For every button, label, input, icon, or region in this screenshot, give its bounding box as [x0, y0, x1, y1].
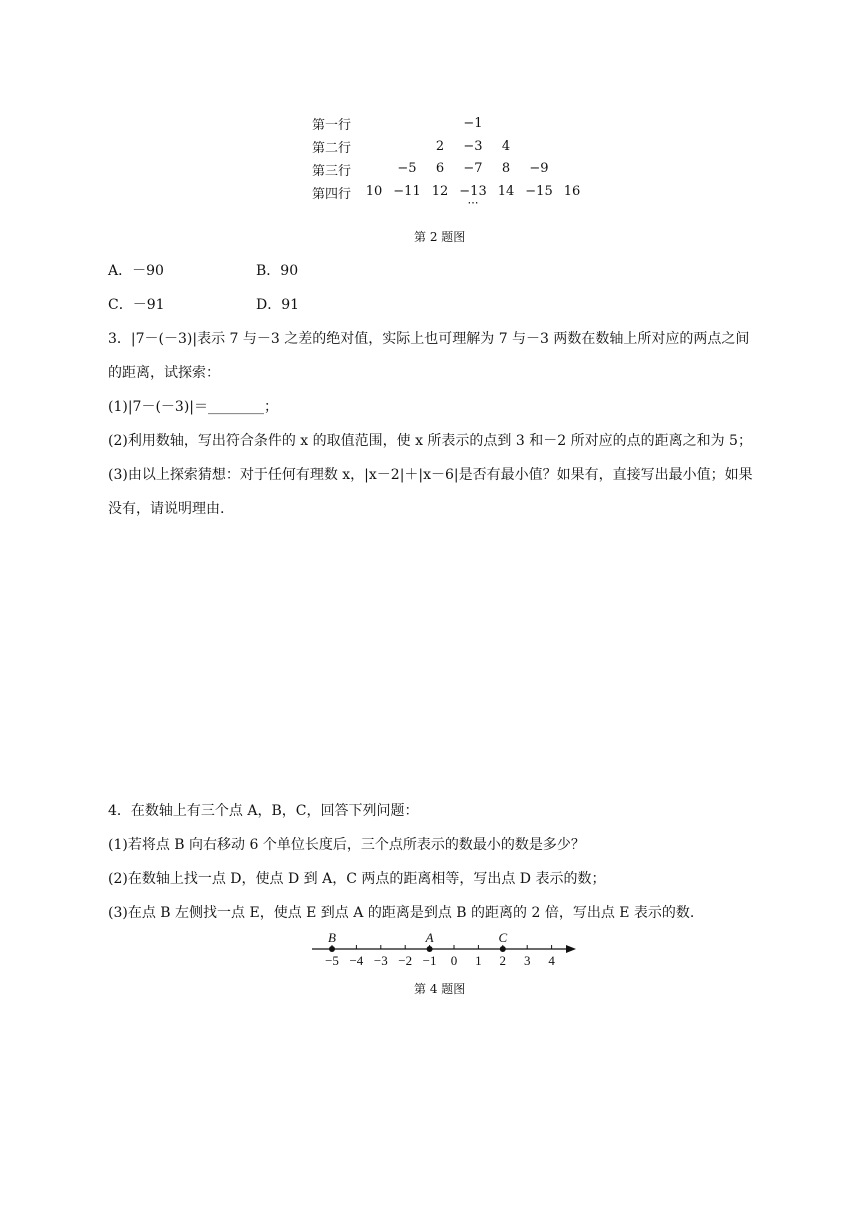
row4-number: −11 — [393, 184, 421, 199]
ellipsis: ⋯ — [467, 196, 479, 209]
q4-stem: 4．在数轴上有三个点 A，B，C，回答下列问题： — [108, 803, 419, 819]
q3-part3-line2: 没有，请说明理由. — [108, 501, 225, 517]
row4-number: −13 — [459, 184, 487, 199]
q4-part3: (3)在点 B 左侧找一点 E，使点 E 到点 A 的距离是到点 B 的距离的 2 倍，写出点 E 表示的数. — [108, 905, 695, 921]
row4-number: −15 — [525, 184, 553, 199]
tick-label: 1 — [475, 953, 482, 968]
figure-caption-q4: 第 4 题图 — [414, 982, 466, 996]
tick-label: −1 — [422, 953, 437, 968]
axis-arrow — [566, 945, 576, 953]
row4-number: 10 — [365, 184, 383, 199]
tick-label: −3 — [373, 953, 388, 968]
point-c-dot — [500, 946, 506, 952]
row-label-1: 第一行 — [312, 118, 352, 133]
tick-label: −5 — [325, 953, 339, 968]
q3-stem-line2: 的距离，试探索： — [108, 365, 220, 381]
row4-number: 16 — [563, 184, 581, 199]
row-label-2: 第二行 — [312, 141, 352, 156]
point-a-dot — [427, 946, 433, 952]
tick-label: −2 — [398, 953, 413, 968]
option-d: D．91 — [256, 297, 300, 313]
point-a-label: A — [425, 930, 434, 945]
row3-number: 6 — [435, 161, 445, 176]
row3-number: 8 — [501, 161, 511, 176]
q3-part3-line1: (3)由以上探索猜想：对于任何有理数 x，|x－2|＋|x－6|是否有最小值？如果有，直接写出最小值；如果 — [108, 467, 753, 483]
point-b-label: B — [328, 930, 336, 945]
option-a: A．－90 — [108, 263, 164, 279]
q3-stem-line1: 3．|7－(－3)|表示 7 与－3 之差的绝对值，实际上也可理解为 7 与－3 两数在数轴上所对应的两点之间 — [108, 331, 750, 347]
number-line — [300, 928, 590, 972]
tick-label: 0 — [450, 953, 458, 968]
q4-part2: (2)在数轴上找一点 D，使点 D 到 A，C 两点的距离相等，写出点 D 表示的数； — [108, 871, 606, 887]
option-c: C．－91 — [108, 297, 165, 313]
row-label-4: 第四行 — [312, 187, 352, 202]
row4-number: 14 — [497, 184, 515, 199]
q4-part1: (1)若将点 B 向右移动 6 个单位长度后，三个点所表示的数最小的数是多少？ — [108, 837, 585, 853]
row3-number: −5 — [397, 161, 417, 176]
row3-number: −7 — [463, 161, 483, 176]
point-c-label: C — [498, 930, 508, 945]
tick-label: 2 — [499, 953, 507, 968]
row2-number: 2 — [435, 139, 445, 154]
tick-label: 4 — [548, 953, 555, 968]
tick-label: −4 — [349, 953, 364, 968]
figure-caption-q2: 第 2 题图 — [414, 230, 466, 244]
point-b-dot — [329, 946, 335, 952]
row-label-3: 第三行 — [312, 164, 352, 179]
tick-label: 3 — [523, 953, 531, 968]
row2-number: −3 — [463, 139, 483, 154]
q3-part2: (2)利用数轴，写出符合条件的 x 的取值范围，使 x 所表示的点到 3 和－2 所对应的点的距离之和为 5； — [108, 433, 752, 449]
option-b: B．90 — [256, 263, 299, 279]
row3-number: −9 — [529, 161, 549, 176]
row4-number: 12 — [431, 184, 449, 199]
row1-number: −1 — [463, 116, 483, 131]
row2-number: 4 — [501, 139, 511, 154]
q3-part1: (1)|7－(－3)|＝________； — [108, 399, 279, 415]
